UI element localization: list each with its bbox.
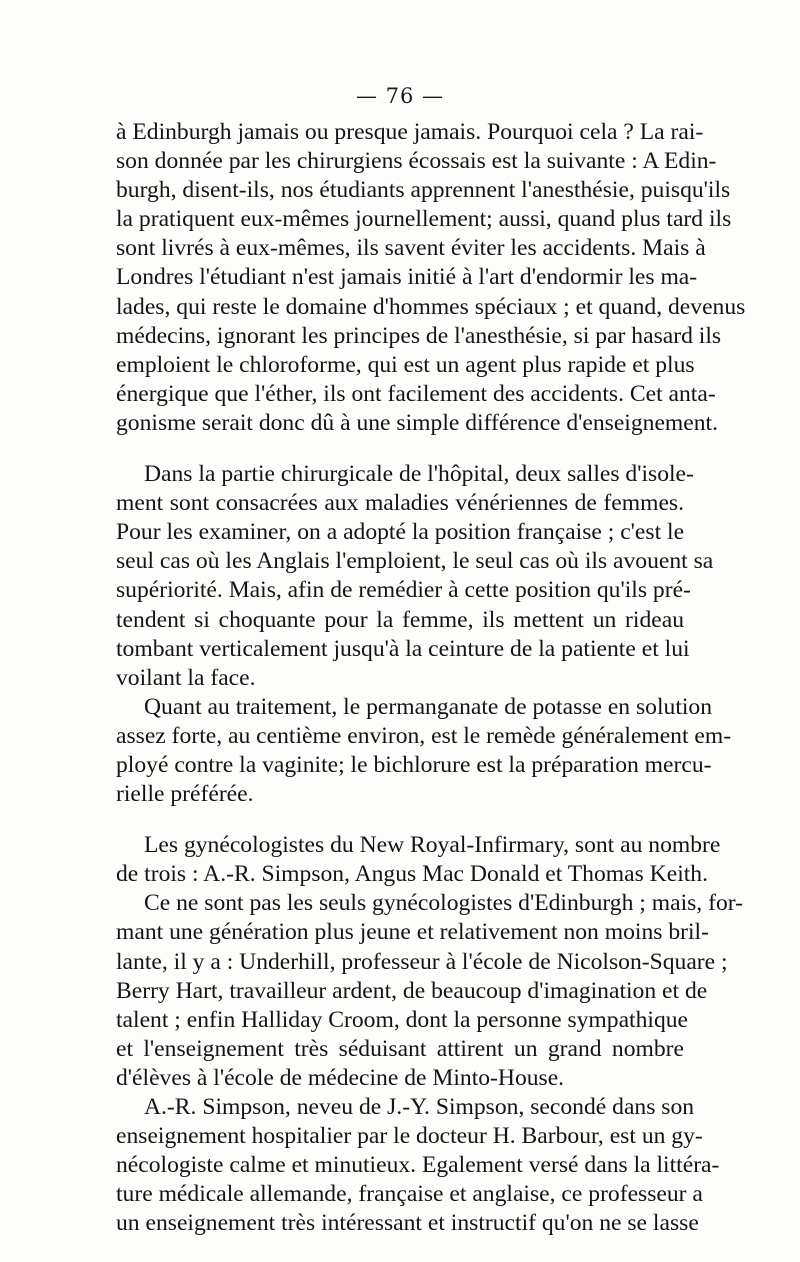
body-text — [116, 118, 746, 1238]
text-line: de trois : A.-R. Simpson, Angus Mac Donald et Thomas Keith. — [116, 861, 708, 888]
text-line: tendent si choquante pour la femme, ils mettent un rideau — [116, 606, 684, 633]
text-line: Berry Hart, travailleur ardent, de beaucoup d'imagination et de — [116, 977, 708, 1004]
page-number: — 76 — — [355, 84, 445, 108]
text-line: lades, qui reste le domaine d'hommes spéciaux ; et quand, devenus — [116, 293, 746, 320]
text-line: à Edinburgh jamais ou presque jamais. Pourquoi cela ? La rai- — [116, 119, 704, 145]
text-line: burgh, disent-ils, nos étudiants apprennent l'anesthésie, puisqu'ils — [116, 177, 731, 204]
text-line: tombant verticalement jusqu'à la ceinture de la patiente et lui — [116, 635, 690, 662]
text-line: ture médicale allemande, française et anglaise, ce professeur a — [116, 1181, 703, 1208]
text-line: Les gynécologistes du New Royal-Infirmary, sont au nombre — [144, 832, 721, 859]
text-line: Ce ne sont pas les seuls gynécologistes d'Edinburgh ; mais, for- — [144, 890, 744, 917]
text-line: supériorité. Mais, afin de remédier à cette position qu'ils pré- — [116, 577, 691, 604]
text-line: A.-R. Simpson, neveu de J.-Y. Simpson, secondé dans son — [144, 1094, 695, 1120]
text-line: enseignement hospitalier par le docteur H. Barbour, est un gy- — [116, 1123, 703, 1150]
text-line: mant une génération plus jeune et relativement non moins bril- — [116, 919, 709, 946]
text-line: ployé contre la vaginite; le bichlorure est la préparation mercu- — [116, 751, 712, 778]
text-line: assez forte, au centième environ, est le remède généralement em- — [116, 722, 732, 749]
text-line: et l'enseignement très séduisant attirent un grand nombre — [116, 1035, 684, 1062]
paragraph-5 — [116, 889, 744, 1093]
text-line: sont livrés à eux-mêmes, ils savent éviter les accidents. Mais à — [116, 235, 706, 262]
text-line: rielle préférée. — [116, 781, 254, 808]
text-line: médecins, ignorant les principes de l'anesthésie, si par hasard ils — [116, 322, 722, 349]
text-line: Londres l'étudiant n'est jamais initié à l'art d'endormir les ma- — [116, 264, 698, 291]
text-line: lante, il y a : Underhill, professeur à l'école de Nicolson-Square ; — [116, 948, 728, 975]
text-line: Dans la partie chirurgicale de l'hôpital, deux salles d'isole- — [144, 461, 694, 488]
paragraph-1 — [116, 118, 746, 438]
text-line: voilant la face. — [116, 664, 256, 691]
text-line: Pour les examiner, on a adopté la position française ; c'est le — [116, 519, 685, 546]
paragraph-4 — [116, 831, 721, 889]
paragraph-gap — [116, 809, 684, 831]
paragraph-6 — [116, 1093, 720, 1238]
paragraph-3 — [116, 693, 732, 809]
text-line: d'élèves à l'école de médecine de Minto-House. — [116, 1064, 565, 1091]
text-line: son donnée par les chirurgiens écossais est la suivante : A Edin- — [116, 148, 717, 175]
text-line: gonisme serait donc dû à une simple différence d'enseignement. — [116, 409, 718, 436]
text-line: talent ; enfin Halliday Croom, dont la personne sympathique — [116, 1006, 689, 1033]
paragraph-gap — [116, 438, 684, 460]
text-line: seul cas où les Anglais l'emploient, le seul cas où ils avouent sa — [116, 548, 714, 575]
text-line: la pratiquent eux-mêmes journellement; aussi, quand plus tard ils — [116, 206, 732, 233]
text-line: nécologiste calme et minutieux. Egalement versé dans la littéra- — [116, 1152, 720, 1179]
text-line: ment sont consacrées aux maladies vénériennes de femmes. — [116, 490, 684, 517]
text-line: emploient le chloroforme, qui est un agent plus rapide et plus — [116, 351, 695, 378]
text-line: Quant au traitement, le permanganate de potasse en solution — [144, 693, 713, 720]
text-line: énergique que l'éther, ils ont facilement des accidents. Cet anta- — [116, 380, 716, 407]
text-line: un enseignement très intéressant et instructif qu'on ne se lasse — [116, 1210, 699, 1237]
paragraph-2 — [116, 460, 714, 693]
